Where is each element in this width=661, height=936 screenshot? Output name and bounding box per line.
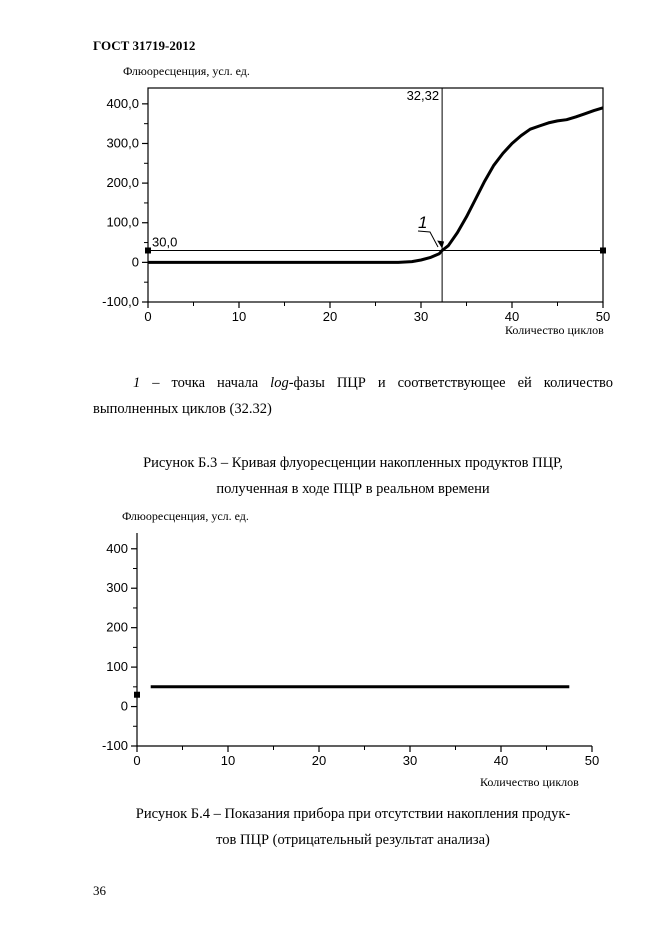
chart1-ylabel: Флюоресценция, усл. ед. bbox=[123, 64, 250, 78]
y-tick-label: -100,0 bbox=[102, 294, 139, 309]
y-tick-label: 0 bbox=[131, 254, 139, 270]
y-tick-label: 300,0 bbox=[106, 135, 139, 151]
x-tick-label: 50 bbox=[595, 309, 611, 324]
x-tick-label: 40 bbox=[504, 309, 520, 324]
chart2-ylabel: Флюоресценция, усл. ед. bbox=[122, 509, 249, 523]
data-series-line bbox=[148, 108, 603, 263]
x-tick-label: 30 bbox=[402, 753, 418, 768]
figure3-note: 1 – точка начала log-фазы ПЦР и соответствующее ей количество выполненных циклов (32.32) bbox=[93, 375, 613, 417]
x-tick-label: 20 bbox=[311, 753, 327, 768]
threshold-marker-right bbox=[600, 247, 606, 253]
chart1-xlabel: Количество циклов bbox=[505, 323, 604, 337]
plot-frame bbox=[148, 88, 603, 302]
page-number: 36 bbox=[93, 883, 106, 898]
threshold-label: 30,0 bbox=[152, 234, 178, 250]
x-tick-label: 0 bbox=[144, 309, 152, 324]
figure4-caption bbox=[93, 801, 613, 853]
y-tick-label: 100,0 bbox=[106, 214, 139, 230]
y-tick-label: 300 bbox=[106, 580, 128, 596]
threshold-marker-left bbox=[134, 692, 140, 698]
threshold-marker-left bbox=[145, 247, 151, 253]
point-marker-label: 1 bbox=[418, 213, 428, 232]
y-tick-label: 200,0 bbox=[106, 175, 139, 191]
x-tick-label: 10 bbox=[220, 753, 236, 768]
y-tick-label: 100 bbox=[106, 659, 128, 675]
x-tick-label: 10 bbox=[231, 309, 247, 324]
figure3-note-italic: log bbox=[270, 375, 289, 391]
y-tick-label: 0 bbox=[120, 698, 128, 714]
x-tick-label: 0 bbox=[133, 753, 141, 768]
x-tick-label: 50 bbox=[584, 753, 600, 768]
chart2-plot bbox=[0, 525, 661, 775]
figure3-caption-line2: полученная в ходе ПЦР в реальном времени bbox=[216, 481, 490, 497]
point-arrowhead bbox=[437, 240, 444, 248]
x-tick-label: 30 bbox=[413, 309, 429, 324]
crossing-label: 32,32 bbox=[406, 88, 440, 103]
chart1-plot bbox=[0, 80, 661, 340]
y-tick-label: 400,0 bbox=[106, 95, 139, 111]
point-leader-line bbox=[418, 231, 438, 247]
chart2-xlabel: Количество циклов bbox=[480, 775, 579, 789]
figure4-caption-line1: Рисунок Б.4 – Показания прибора при отсутствии накопления продук- bbox=[135, 806, 571, 822]
figure3-caption-line1: Рисунок Б.3 – Кривая флуоресценции накопленных продуктов ПЦР, bbox=[143, 455, 563, 471]
y-tick-label: -100 bbox=[101, 738, 128, 753]
figure3-note-number: 1 bbox=[133, 375, 141, 391]
y-tick-label: 400 bbox=[106, 540, 128, 556]
figure3-caption bbox=[93, 450, 613, 502]
y-tick-label: 200 bbox=[106, 619, 128, 635]
x-tick-label: 20 bbox=[322, 309, 338, 324]
figure4-caption-line2: тов ПЦР (отрицательный результат анализа) bbox=[216, 832, 490, 848]
document-header: ГОСТ 31719-2012 bbox=[93, 38, 196, 53]
x-tick-label: 40 bbox=[493, 753, 509, 768]
